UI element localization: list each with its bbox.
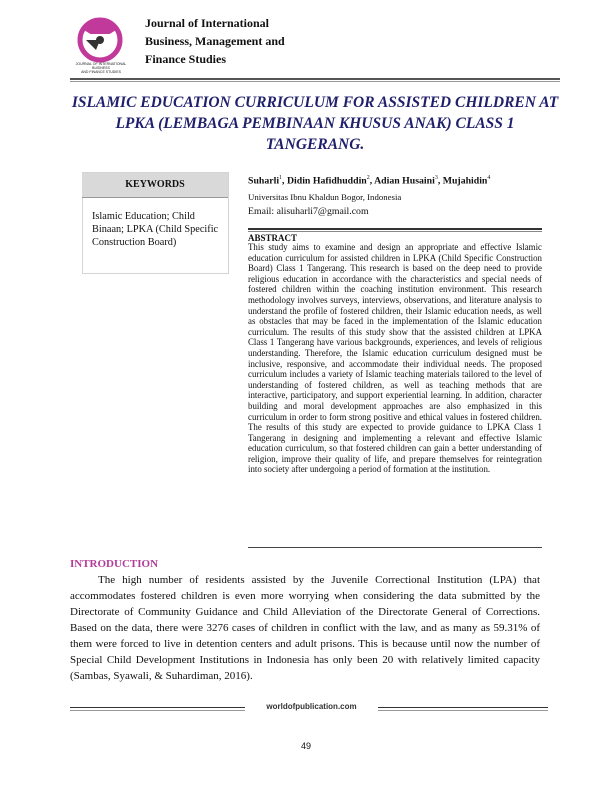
journal-title-line: Finance Studies — [145, 52, 227, 66]
author-email: Email: alisuharli7@gmail.com — [248, 206, 369, 217]
abstract-divider — [248, 228, 542, 230]
journal-title-line: Business, Management and — [145, 34, 285, 48]
introduction-text: The high number of residents assisted by the Juvenile Correctional Institution (LPA) that accommodates fostered children is even more worrying when considering the data submitted by the Directorate of Community Guidance and Child Alleviation of the Directorate General of Corrections. Based on the data, there were 3276 cases of children in conflict with the law, and as many as 59.31% of them were forced to live in detention centers and adult prisons. This is because until now the number of Special Child Development Institutions in Indonesia has only been 20 with relatively limited capacity (Sambas, Syawali, & Suhardiman, 2016). — [70, 574, 540, 682]
header-divider — [70, 78, 560, 80]
author-name: Suharli — [248, 175, 280, 187]
page-number: 49 — [300, 741, 311, 751]
author-name: Adian Husaini — [374, 175, 435, 187]
journal-title — [145, 14, 345, 68]
abstract-bottom-divider — [248, 547, 542, 548]
introduction-heading: INTRODUCTION — [70, 558, 159, 570]
publisher-site: worldofpublication.com — [266, 702, 357, 711]
footer-divider — [70, 710, 245, 711]
abstract-text: This study aims to examine and design an appropriate and effective Islamic education curriculum for assisted children in LPKA (Child Specific Construction Board) Class 1 Tangerang. This research is based on the deep need to provide religious education in accordance with the characteristics and special needs of fostered children within the coaching institution environment. This research methodology involves surveys, interviews, observations, and literature analysis to understand the profile of fostered children, their Islamic education needs, as well as obstacles that may be faced in the implementation of the Islamic education curriculum. The results of this study show that the assisted children at LPKA Class 1 Tangerang have various backgrounds, experiences, and levels of religious understanding. Therefore, the Islamic education curriculum designed must be inclusive, responsive, and accommodate their individual needs. The proposed curriculum includes a variety of Islamic teaching materials tailored to the level of understanding of fostered children, as well as teaching methods that are interactive, participatory, and support experiential learning. In addition, character building and moral development approaches are also emphasized in this curriculum in order to form strong positive and ethical values in fostered children. The results of this study are expected to provide guidance to LPKA Class 1 Tangerang in designing and implementing a relevant and effective Islamic education curriculum, so that fostered children can gain a better understanding of religion, improve their quality of life, and prepare themselves for reintegration into society after undergoing a period of formation at the institution. — [248, 242, 542, 475]
logo-caption-line: JOURNAL OF INTERNATIONAL BUSINESS — [75, 62, 127, 70]
header-divider — [70, 81, 560, 82]
logo-caption-line: AND FINANCE STUDIES — [81, 70, 121, 74]
author-affiliation: Universitas Ibnu Khaldun Bogor, Indonesia — [248, 192, 402, 202]
keywords-heading: KEYWORDS — [82, 173, 228, 198]
footer-divider — [70, 707, 245, 708]
footer-divider — [378, 710, 548, 711]
footer-divider — [378, 707, 548, 708]
author-sup: 3 — [434, 175, 438, 181]
author-sup: 4 — [487, 175, 491, 181]
abstract-divider — [248, 231, 542, 232]
paper-title: ISLAMIC EDUCATION CURRICULUM FOR ASSISTED CHILDREN AT LPKA (LEMBAGA PEMBINAAN KHUSUS ANAK) CLASS 1 TANGERANG. — [71, 94, 559, 153]
logo-caption — [70, 62, 132, 74]
abstract-heading: ABSTRACT — [248, 233, 298, 243]
author-name: Mujahidin — [442, 175, 488, 187]
author-sup: 1 — [279, 175, 283, 181]
author-sup: 2 — [366, 175, 370, 181]
author-name: Didin Hafidhuddin — [286, 175, 367, 187]
journal-title-line: Journal of International — [145, 16, 270, 30]
keywords-text: Islamic Education; Child Binaan; LPKA (Child Specific Construction Board) — [92, 211, 219, 248]
author-list: Suharli$^1$, Didin Hafidhuddin$^2$, Adian Husaini$^3$, Mujahidin$^4$ — [248, 175, 491, 187]
